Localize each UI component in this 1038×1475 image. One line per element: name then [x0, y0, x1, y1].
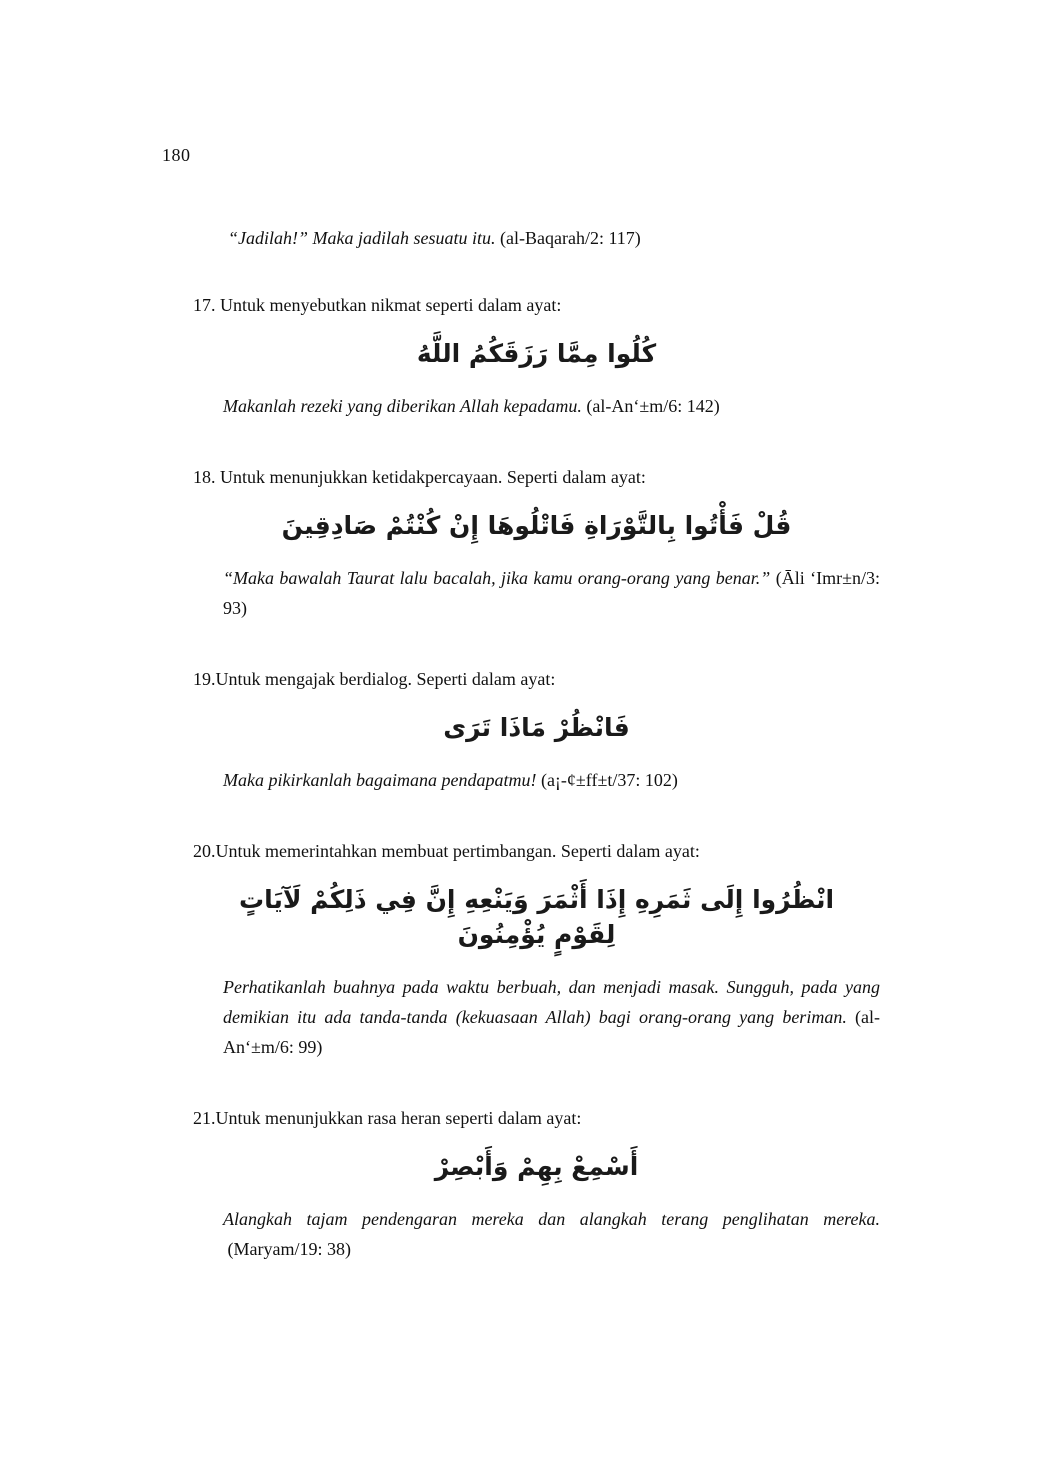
verse-reference: (Maryam/19: 38) — [227, 1239, 351, 1259]
item-heading: 21.Untuk menunjukkan rasa heran seperti dalam ayat: — [193, 1108, 582, 1128]
translation-text: Maka pikirkanlah bagaimana pendapatmu! — [223, 770, 537, 790]
verse-translation — [223, 1204, 880, 1264]
intro-quote-text: “Jadilah!” Maka jadilah sesuatu itu. — [228, 228, 496, 248]
intro-quote — [228, 228, 880, 249]
verse-translation — [223, 563, 880, 623]
verse-translation — [223, 765, 880, 795]
item-heading: 17. Untuk menyebutkan nikmat seperti dalam ayat: — [193, 295, 562, 315]
list-item — [193, 841, 880, 1062]
item-heading: 19.Untuk mengajak berdialog. Seperti dalam ayat: — [193, 669, 556, 689]
arabic-verse: انْظُرُوا إِلَى ثَمَرِهِ إِذَا أَثْمَرَ وَيَنْعِهِ إِنَّ فِي ذَلِكُمْ لَآيَاتٍ لِقَوْمٍ يُؤْمِنُونَ — [238, 885, 835, 949]
spacer — [847, 1007, 855, 1027]
verse-reference: (al-An‘±m/6: 142) — [586, 396, 720, 416]
verse-reference: (al-An‘±m/6: 99) — [223, 1007, 881, 1057]
arabic-verse: كُلُوا مِمَّا رَزَقَكُمُ اللَّهُ — [416, 339, 657, 368]
item-heading: 18. Untuk menunjukkan ketidakpercayaan. Seperti dalam ayat: — [193, 467, 646, 487]
verse-translation — [223, 972, 880, 1062]
arabic-verse: فَانْظُرْ مَاذَا تَرَى — [443, 713, 630, 742]
translation-text: Perhatikanlah buahnya pada waktu berbuah, dan menjadi masak. Sungguh, pada yang demikian itu ada tanda-tanda (kekuasaan Allah) bagi orang-orang yang beriman. — [223, 977, 880, 1027]
translation-text: Makanlah rezeki yang diberikan Allah kepadamu. — [223, 396, 582, 416]
item-heading: 20.Untuk memerintahkan membuat pertimbangan. Seperti dalam ayat: — [193, 841, 700, 861]
intro-quote-ref: (al-Baqarah/2: 117) — [500, 228, 641, 248]
list-item — [193, 669, 880, 795]
verse-reference: (Āli ‘Imr±n/3: 93) — [223, 568, 880, 618]
translation-text: “Maka bawalah Taurat lalu bacalah, jika kamu orang-orang yang benar.” — [223, 568, 771, 588]
list-item — [193, 467, 880, 623]
list-item — [193, 295, 880, 421]
arabic-verse: قُلْ فَأْتُوا بِالتَّوْرَاةِ فَاتْلُوهَا إِنْ كُنْتُمْ صَادِقِينَ — [281, 511, 792, 540]
page-number: 180 — [162, 145, 191, 165]
list-item — [193, 1108, 880, 1264]
page-content — [193, 228, 880, 1264]
verse-reference: (a¡-¢±ff±t/37: 102) — [540, 770, 678, 790]
translation-text: Alangkah tajam pendengaran mereka dan alangkah terang penglihatan mereka. — [223, 1209, 880, 1229]
arabic-verse: أَسْمِعْ بِهِمْ وَأَبْصِرْ — [434, 1152, 639, 1181]
verse-translation — [223, 391, 880, 421]
